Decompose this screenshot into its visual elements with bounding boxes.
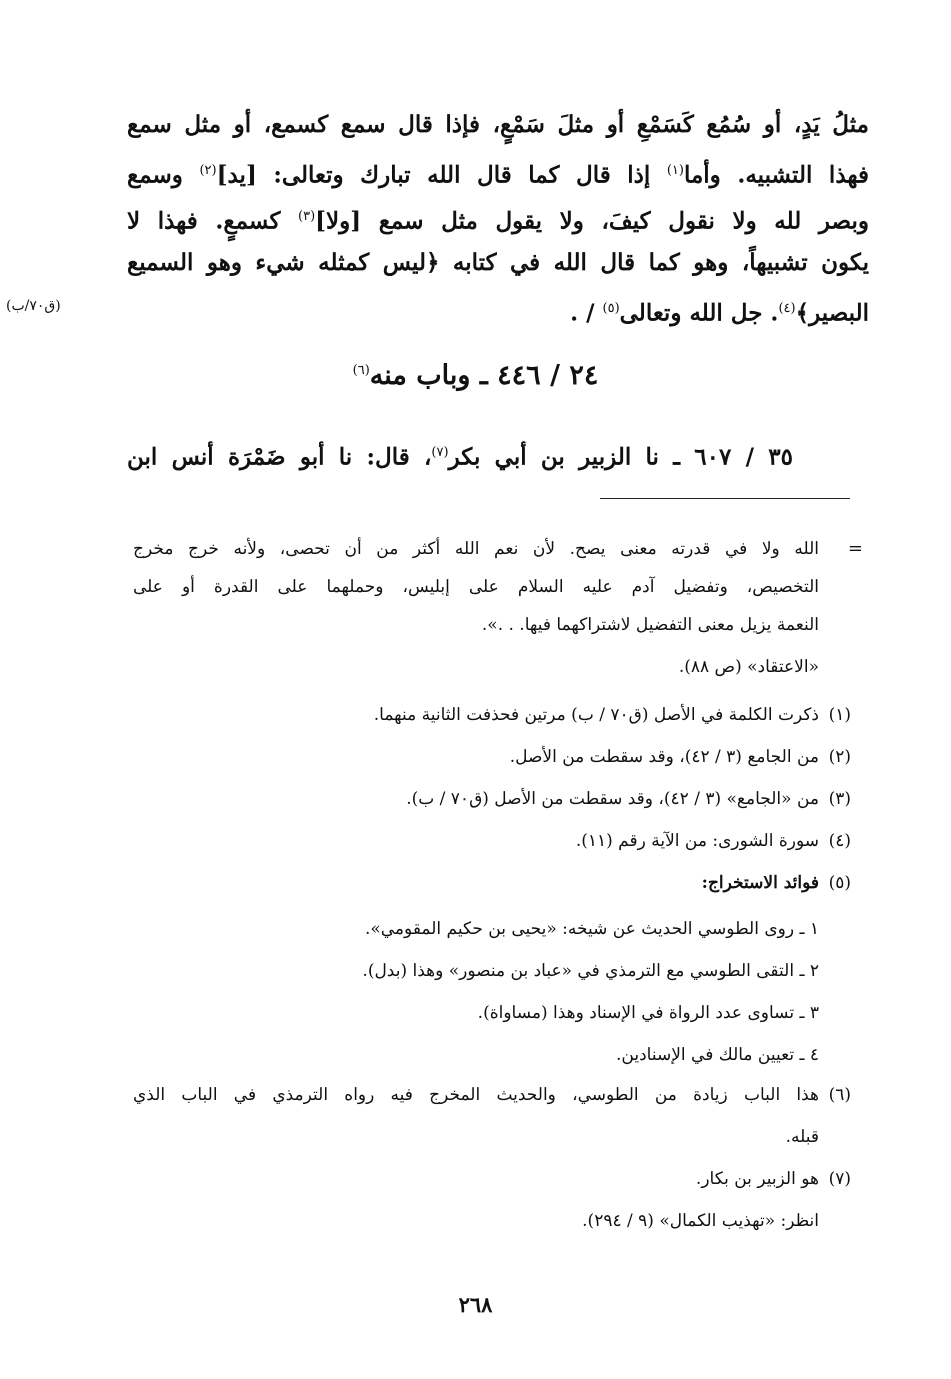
main-text-line-1	[127, 102, 869, 148]
benefit-item: ١ ـ روى الطوسي الحديث عن شيخه: «يحيى بن حكيم المقومي».	[364, 919, 819, 939]
main-text-line-3	[127, 194, 869, 245]
footnote-ref[interactable]: (٣)	[298, 209, 316, 224]
main-text-line-5	[127, 286, 869, 337]
footnote-text: قبله.	[785, 1127, 819, 1147]
main-text-segment: / .	[570, 299, 603, 327]
footnote-continuation-line: النعمة يزيل معنى التفضيل لاشتراكهما فيها. . .».	[481, 615, 819, 635]
manuscript-folio-note: (ق٧٠/ب)	[6, 298, 61, 314]
benefit-item: ٢ ـ التقى الطوسي مع الترمذي في «عباد بن منصور» وهذا (بدل).	[362, 961, 819, 981]
main-text-segment: وبصر لله ولا نقول كيفَ، ولا يقول مثل سمع [ولا]	[315, 207, 869, 235]
footnote-number: (١)	[828, 705, 851, 725]
footnote-text: هذا الباب زيادة من الطوسي، والحديث المخرج فيه رواه الترمذي في الباب الذي	[133, 1085, 819, 1105]
main-text-segment: وسمع	[127, 161, 183, 189]
footnote-text: انظر: «تهذيب الكمال» (٩ / ٢٩٤).	[582, 1211, 819, 1231]
main-text-segment: فهذا التشبيه. وأما	[683, 161, 869, 189]
footnote-ref[interactable]: (٧)	[431, 445, 449, 460]
footnote-number: (٥)	[828, 873, 851, 893]
footnote-text: من «الجامع» (٣ / ٤٢)، وقد سقطت من الأصل (ق٧٠ / ب).	[406, 789, 819, 809]
hadith-text: ٣٥ / ٦٠٧ ـ نا الزبير بن أبي بكر	[448, 443, 793, 471]
footnote-ref[interactable]: (٦)	[352, 363, 370, 378]
main-text-segment: . جل الله وتعالى	[619, 299, 779, 327]
footnote-text: ذكرت الكلمة في الأصل (ق٧٠ / ب) مرتين فحذفت الثانية منهما.	[373, 705, 819, 725]
footnote-ref[interactable]: (٥)	[602, 301, 620, 316]
benefit-item: ٤ ـ تعيين مالك في الإسنادين.	[616, 1045, 819, 1065]
benefits-heading: فوائد الاستخراج:	[701, 873, 819, 893]
main-text-segment: يكون تشبيهاً، وهو كما قال الله في كتابه ﴿ليس كمثله شيء وهو السميع	[127, 249, 869, 276]
footnote-number: (٣)	[828, 789, 851, 809]
main-text-line-4	[127, 240, 869, 286]
footnote-source: «الاعتقاد» (ص ٨٨).	[678, 657, 819, 677]
footnote-number: (٤)	[828, 831, 851, 851]
footnote-continuation-line: التخصيص، وتفضيل آدم عليه السلام على إبليس، وحملهما على القدرة أو على	[133, 577, 819, 597]
footnote-separator	[600, 498, 850, 499]
benefit-item: ٣ ـ تساوى عدد الرواة في الإسناد وهذا (مساواة).	[477, 1003, 819, 1023]
main-text-segment: كسمعٍ. فهذا لا	[127, 207, 281, 235]
footnote-number: (٢)	[828, 747, 851, 767]
footnote-continuation-line: الله ولا في قدرته معنى يصح. لأن نعم الله أكثر من أن تحصى، ولأنه خرج مخرج	[133, 539, 819, 559]
footnote-ref[interactable]: (٢)	[199, 163, 217, 178]
main-text-segment: إذا قال كما قال الله تبارك وتعالى: [يد]	[216, 161, 651, 189]
chapter-heading	[0, 360, 951, 391]
hadith-line	[127, 430, 793, 481]
main-text-segment: مثلُ يَدٍ، أو سُمُع كَسَمْعِ أو مثلَ سَمْعٍ، فإذا قال سمع كسمع، أو مثل سمع	[127, 111, 869, 138]
footnote-ref[interactable]: (٤)	[778, 301, 796, 316]
footnote-heading	[702, 864, 819, 902]
hadith-text: ، قال: نا أبو ضَمْرَة أنس ابن	[127, 443, 432, 471]
main-text-segment: البصير﴾	[795, 299, 869, 327]
footnote-text: هو الزبير بن بكار.	[695, 1169, 819, 1189]
footnote-text: من الجامع (٣ / ٤٢)، وقد سقطت من الأصل.	[509, 747, 819, 767]
footnote-number: (٧)	[828, 1169, 851, 1189]
footnote-text: سورة الشورى: من الآية رقم (١١).	[575, 831, 819, 851]
footnote-ref[interactable]: (١)	[666, 163, 684, 178]
page-number: ٢٦٨	[458, 1292, 493, 1317]
main-text-line-2	[127, 148, 869, 199]
chapter-heading-text: ٢٤ / ٤٤٦ ـ وباب منه	[369, 360, 599, 391]
footnote-number: (٦)	[828, 1085, 851, 1105]
continuation-mark: =	[847, 538, 863, 559]
